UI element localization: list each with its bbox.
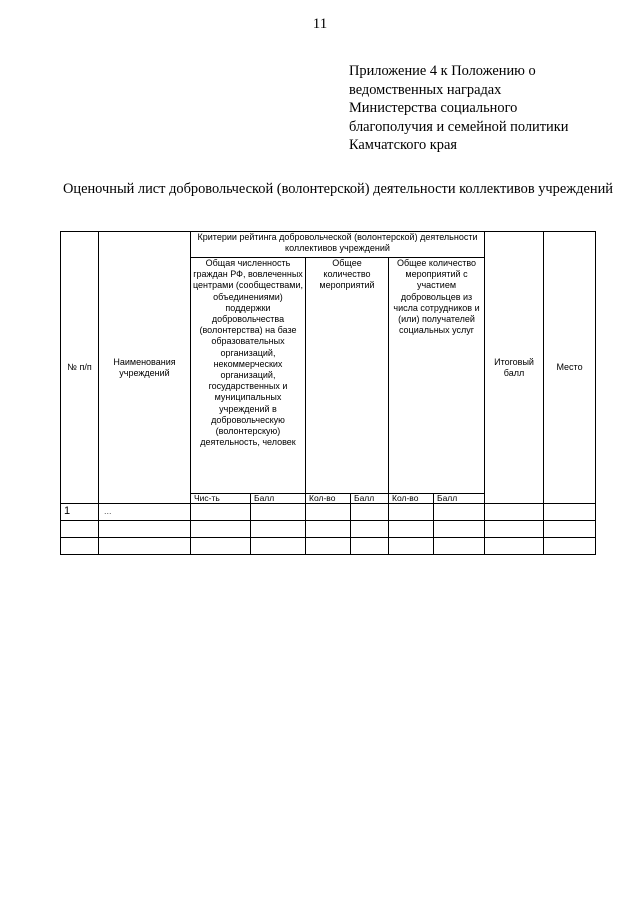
row-number [61, 538, 99, 555]
cell-quantity [306, 521, 351, 538]
header-name: Наименования учреждений [99, 232, 191, 504]
row-number: 1 [61, 504, 99, 521]
table-row [61, 521, 596, 538]
header-place: Место [544, 232, 596, 504]
row-name [99, 521, 191, 538]
page-number: 11 [312, 16, 328, 32]
cell-place [544, 538, 596, 555]
appendix-note [349, 62, 619, 155]
cell-count [191, 504, 251, 521]
subheader-score: Балл [434, 494, 485, 504]
cell-score [251, 538, 306, 555]
cell-score [434, 521, 485, 538]
appendix-line: Министерства социального [349, 100, 518, 116]
cell-count [191, 521, 251, 538]
cell-score [351, 538, 389, 555]
cell-quantity [389, 521, 434, 538]
subheader-score: Балл [251, 494, 306, 504]
row-name: ... [99, 504, 191, 521]
rating-table [60, 231, 596, 555]
subheader-quantity: Кол-во [306, 494, 351, 504]
cell-score [434, 538, 485, 555]
appendix-line: ведомственных наградах [349, 81, 502, 98]
appendix-line: Приложение 4 к Положению о [349, 63, 536, 79]
row-number [61, 521, 99, 538]
document-title: Оценочный лист добровольческой (волонтерской) деятельности коллективов учреждений [63, 181, 613, 197]
cell-score [351, 504, 389, 521]
cell-score [251, 504, 306, 521]
cell-place [544, 521, 596, 538]
table-row [61, 504, 596, 521]
cell-quantity [389, 504, 434, 521]
subheader-score: Балл [351, 494, 389, 504]
cell-total-score [485, 504, 544, 521]
appendix-line: Камчатского края [349, 137, 457, 153]
cell-total-score [485, 521, 544, 538]
header-number: № п/п [61, 232, 99, 504]
header-criteria: Критерии рейтинга добровольческой (волонтерской) деятельности коллективов учреждений [191, 232, 485, 258]
header-criterion-participants: Общая численность граждан РФ, вовлеченных центрами (сообществами, объединениями) поддержки добровольчества (волонтерства) на базе образовательных организаций, некоммерческих организаций, государственных и муниципальных учреждений в добровольческую (волонтерскую) деятельность, человек [191, 258, 306, 494]
table-row [61, 538, 596, 555]
subheader-quantity: Кол-во [389, 494, 434, 504]
cell-total-score [485, 538, 544, 555]
cell-quantity [306, 538, 351, 555]
cell-quantity [389, 538, 434, 555]
cell-score [351, 521, 389, 538]
cell-score [434, 504, 485, 521]
cell-place [544, 504, 596, 521]
cell-score [251, 521, 306, 538]
header-criterion-volunteer-events: Общее количество мероприятий с участием добровольцев из числа сотрудников и (или) получателей социальных услуг [389, 258, 485, 494]
subheader-count: Чис-ть [191, 494, 251, 504]
row-name [99, 538, 191, 555]
header-total-score: Итоговый балл [485, 232, 544, 504]
cell-quantity [306, 504, 351, 521]
header-row-criteria [61, 232, 596, 258]
cell-count [191, 538, 251, 555]
appendix-line: благополучия и семейной политики [349, 118, 569, 135]
header-criterion-events: Общее количество мероприятий [306, 258, 389, 494]
